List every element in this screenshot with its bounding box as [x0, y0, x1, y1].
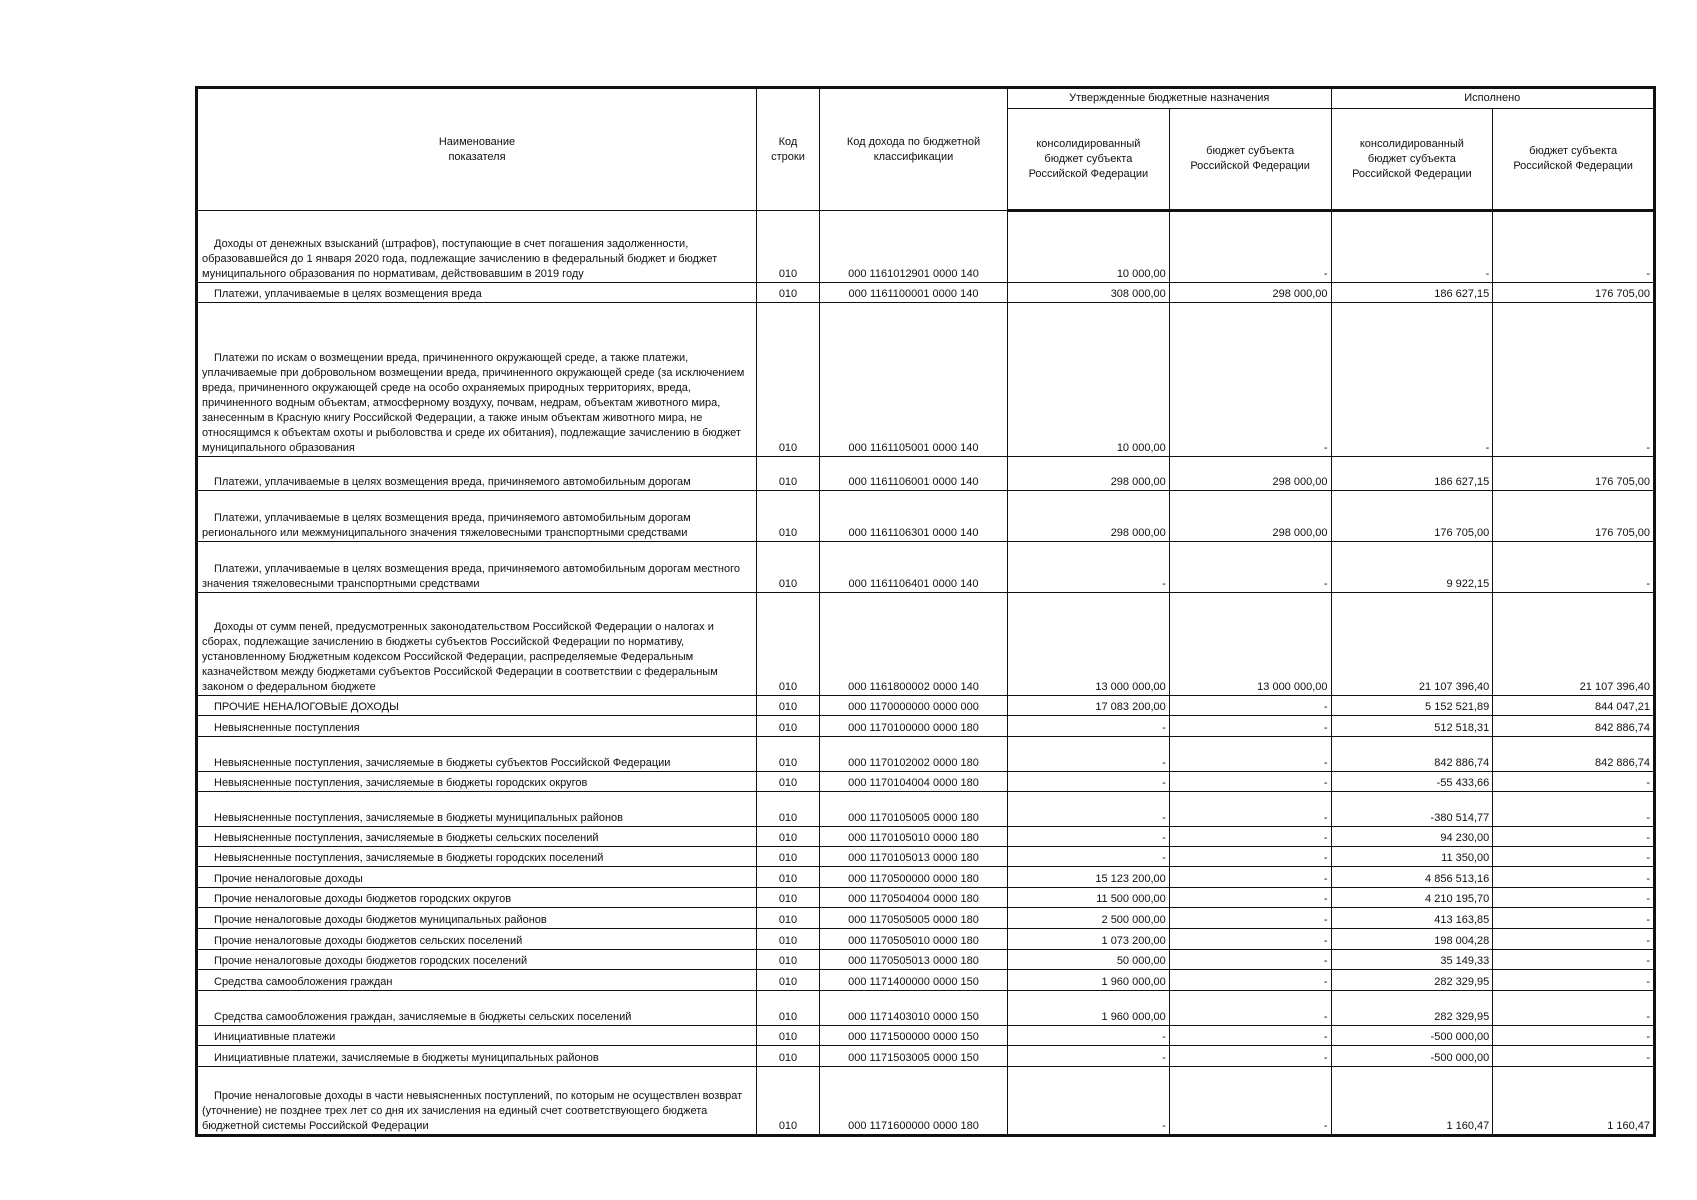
- header-approved-subject: бюджет субъекта Российской Федерации: [1169, 109, 1331, 211]
- executed-consolidated-value: 11 350,00: [1331, 847, 1493, 867]
- approved-consolidated-value: 11 500 000,00: [1008, 888, 1170, 908]
- row-bk-code: 000 1170504004 0000 180: [820, 888, 1008, 908]
- executed-subject-value: 176 705,00: [1493, 457, 1655, 491]
- row-bk-code: 000 1161106301 0000 140: [820, 491, 1008, 542]
- executed-consolidated-value: 35 149,33: [1331, 950, 1493, 970]
- approved-consolidated-value: 13 000 000,00: [1008, 593, 1170, 696]
- approved-subject-value: -: [1169, 542, 1331, 593]
- row-name: Прочие неналоговые доходы бюджетов муниципальных районов: [197, 908, 757, 929]
- table-row: [197, 847, 1655, 867]
- table-row: [197, 491, 1655, 542]
- executed-subject-value: -: [1493, 827, 1655, 847]
- approved-subject-value: -: [1169, 827, 1331, 847]
- executed-consolidated-value: -500 000,00: [1331, 1026, 1493, 1046]
- executed-consolidated-value: 21 107 396,40: [1331, 593, 1493, 696]
- row-name: Платежи, уплачиваемые в целях возмещения вреда, причиняемого автомобильным дорогам: [197, 457, 757, 491]
- approved-subject-value: -: [1169, 1046, 1331, 1067]
- row-code: 010: [757, 211, 820, 283]
- approved-consolidated-value: 308 000,00: [1008, 283, 1170, 303]
- row-bk-code: 000 1171403010 0000 150: [820, 991, 1008, 1026]
- executed-subject-value: -: [1493, 847, 1655, 867]
- executed-subject-value: 1 160,47: [1493, 1067, 1655, 1136]
- approved-subject-value: -: [1169, 970, 1331, 991]
- row-bk-code: 000 1170100000 0000 180: [820, 716, 1008, 737]
- row-code: 010: [757, 888, 820, 908]
- table-body: [197, 211, 1655, 1136]
- table-row: [197, 991, 1655, 1026]
- header-bk-code: Код дохода по бюджетной классификации: [820, 88, 1008, 211]
- row-code: 010: [757, 593, 820, 696]
- row-code: 010: [757, 1067, 820, 1136]
- executed-consolidated-value: 9 922,15: [1331, 542, 1493, 593]
- executed-subject-value: 176 705,00: [1493, 491, 1655, 542]
- approved-subject-value: -: [1169, 991, 1331, 1026]
- table-row: [197, 1046, 1655, 1067]
- table-row: [197, 929, 1655, 950]
- row-name: Платежи, уплачиваемые в целях возмещения вреда, причиняемого автомобильным дорогам регионального или межмуниципального значения тяжеловесными транспортными средствами: [197, 491, 757, 542]
- row-name: Доходы от денежных взысканий (штрафов), поступающие в счет погашения задолженности, образовавшейся до 1 января 2020 года, подлежащие зачислению в федеральный бюджет и бюджет муниципального образования по нормативам, действовавшим в 2019 году: [197, 211, 757, 283]
- approved-subject-value: -: [1169, 792, 1331, 827]
- row-code: 010: [757, 929, 820, 950]
- row-code: 010: [757, 827, 820, 847]
- row-name: Инициативные платежи, зачисляемые в бюджеты муниципальных районов: [197, 1046, 757, 1067]
- approved-subject-value: -: [1169, 929, 1331, 950]
- executed-subject-value: -: [1493, 991, 1655, 1026]
- approved-consolidated-value: 15 123 200,00: [1008, 867, 1170, 888]
- row-bk-code: 000 1170104004 0000 180: [820, 772, 1008, 792]
- table-row: [197, 827, 1655, 847]
- approved-subject-value: -: [1169, 696, 1331, 716]
- row-code: 010: [757, 737, 820, 772]
- row-name: Прочие неналоговые доходы: [197, 867, 757, 888]
- row-bk-code: 000 1170505005 0000 180: [820, 908, 1008, 929]
- executed-consolidated-value: 4 856 513,16: [1331, 867, 1493, 888]
- row-name: ПРОЧИЕ НЕНАЛОГОВЫЕ ДОХОДЫ: [197, 696, 757, 716]
- approved-subject-value: -: [1169, 908, 1331, 929]
- executed-subject-value: 842 886,74: [1493, 716, 1655, 737]
- row-bk-code: 000 1161106401 0000 140: [820, 542, 1008, 593]
- header-approved-consolidated: консолидированный бюджет субъекта Российской Федерации: [1008, 109, 1170, 211]
- table-row: [197, 1026, 1655, 1046]
- table-row: [197, 457, 1655, 491]
- row-code: 010: [757, 847, 820, 867]
- row-bk-code: 000 1170505010 0000 180: [820, 929, 1008, 950]
- table-row: [197, 737, 1655, 772]
- approved-subject-value: -: [1169, 716, 1331, 737]
- row-bk-code: 000 1161800002 0000 140: [820, 593, 1008, 696]
- table-row: [197, 283, 1655, 303]
- executed-consolidated-value: -500 000,00: [1331, 1046, 1493, 1067]
- executed-consolidated-value: -55 433,66: [1331, 772, 1493, 792]
- table-row: [197, 867, 1655, 888]
- row-code: 010: [757, 457, 820, 491]
- row-code: 010: [757, 772, 820, 792]
- table-row: [197, 593, 1655, 696]
- table-row: [197, 696, 1655, 716]
- approved-consolidated-value: -: [1008, 847, 1170, 867]
- row-code: 010: [757, 792, 820, 827]
- table-row: [197, 888, 1655, 908]
- approved-consolidated-value: 17 083 200,00: [1008, 696, 1170, 716]
- executed-consolidated-value: 512 518,31: [1331, 716, 1493, 737]
- executed-subject-value: 842 886,74: [1493, 737, 1655, 772]
- row-bk-code: 000 1170505013 0000 180: [820, 950, 1008, 970]
- approved-subject-value: -: [1169, 888, 1331, 908]
- executed-consolidated-value: 282 329,95: [1331, 970, 1493, 991]
- approved-consolidated-value: -: [1008, 542, 1170, 593]
- row-code: 010: [757, 991, 820, 1026]
- approved-subject-value: 298 000,00: [1169, 457, 1331, 491]
- table-row: [197, 542, 1655, 593]
- row-name: Прочие неналоговые доходы бюджетов сельских поселений: [197, 929, 757, 950]
- row-name: Невыясненные поступления, зачисляемые в бюджеты субъектов Российской Федерации: [197, 737, 757, 772]
- approved-subject-value: -: [1169, 211, 1331, 283]
- row-bk-code: 000 1170500000 0000 180: [820, 867, 1008, 888]
- row-name: Платежи по искам о возмещении вреда, причиненного окружающей среде, а также платежи, уплачиваемые при добровольном возмещении вреда, причиненного окружающей среде (за исключением вреда, причиненного окружающей среде на особо охраняемых природных территориях, вреда, причиненного водным объектам, атмосферному воздуху, почвам, недрам, объектам животного мира, занесенным в Красную книгу Российской Федерации, а также иным объектам животного мира, не относящимся к объектам охоты и рыболовства и среде их обитания), подлежащие зачислению в бюджет муниципального образования: [197, 303, 757, 457]
- row-bk-code: 000 1161106001 0000 140: [820, 457, 1008, 491]
- row-bk-code: 000 1170105013 0000 180: [820, 847, 1008, 867]
- row-code: 010: [757, 1046, 820, 1067]
- row-bk-code: 000 1170000000 0000 000: [820, 696, 1008, 716]
- row-code: 010: [757, 491, 820, 542]
- header-approved-group: Утвержденные бюджетные назначения: [1008, 88, 1332, 109]
- table-row: [197, 772, 1655, 792]
- executed-consolidated-value: 198 004,28: [1331, 929, 1493, 950]
- row-bk-code: 000 1161100001 0000 140: [820, 283, 1008, 303]
- executed-consolidated-value: 842 886,74: [1331, 737, 1493, 772]
- approved-consolidated-value: 1 960 000,00: [1008, 991, 1170, 1026]
- row-code: 010: [757, 970, 820, 991]
- executed-subject-value: 176 705,00: [1493, 283, 1655, 303]
- row-bk-code: 000 1161105001 0000 140: [820, 303, 1008, 457]
- row-name: Средства самообложения граждан: [197, 970, 757, 991]
- executed-subject-value: 21 107 396,40: [1493, 593, 1655, 696]
- budget-revenue-table: [195, 86, 1656, 1137]
- approved-consolidated-value: 1 960 000,00: [1008, 970, 1170, 991]
- executed-subject-value: -: [1493, 542, 1655, 593]
- executed-consolidated-value: 5 152 521,89: [1331, 696, 1493, 716]
- table-row: [197, 303, 1655, 457]
- table-row: [197, 908, 1655, 929]
- table-row: [197, 716, 1655, 737]
- row-bk-code: 000 1171600000 0000 180: [820, 1067, 1008, 1136]
- row-code: 010: [757, 908, 820, 929]
- header-executed-subject: бюджет субъекта Российской Федерации: [1493, 109, 1655, 211]
- executed-consolidated-value: 176 705,00: [1331, 491, 1493, 542]
- approved-consolidated-value: 50 000,00: [1008, 950, 1170, 970]
- executed-subject-value: -: [1493, 929, 1655, 950]
- header-name: Наименование показателя: [197, 88, 757, 211]
- approved-consolidated-value: -: [1008, 827, 1170, 847]
- row-name: Платежи, уплачиваемые в целях возмещения вреда: [197, 283, 757, 303]
- executed-consolidated-value: 282 329,95: [1331, 991, 1493, 1026]
- row-name: Невыясненные поступления, зачисляемые в бюджеты сельских поселений: [197, 827, 757, 847]
- row-name: Невыясненные поступления: [197, 716, 757, 737]
- executed-subject-value: -: [1493, 792, 1655, 827]
- row-name: Платежи, уплачиваемые в целях возмещения вреда, причиняемого автомобильным дорогам местного значения тяжеловесными транспортными средствами: [197, 542, 757, 593]
- executed-subject-value: -: [1493, 970, 1655, 991]
- row-bk-code: 000 1170102002 0000 180: [820, 737, 1008, 772]
- row-code: 010: [757, 716, 820, 737]
- row-bk-code: 000 1171400000 0000 150: [820, 970, 1008, 991]
- row-name: Средства самообложения граждан, зачисляемые в бюджеты сельских поселений: [197, 991, 757, 1026]
- row-code: 010: [757, 1026, 820, 1046]
- row-bk-code: 000 1171500000 0000 150: [820, 1026, 1008, 1046]
- approved-consolidated-value: -: [1008, 792, 1170, 827]
- row-code: 010: [757, 867, 820, 888]
- approved-subject-value: 13 000 000,00: [1169, 593, 1331, 696]
- approved-subject-value: 298 000,00: [1169, 283, 1331, 303]
- row-name: Инициативные платежи: [197, 1026, 757, 1046]
- approved-consolidated-value: -: [1008, 1067, 1170, 1136]
- approved-consolidated-value: -: [1008, 1026, 1170, 1046]
- approved-consolidated-value: 298 000,00: [1008, 491, 1170, 542]
- row-code: 010: [757, 303, 820, 457]
- executed-subject-value: -: [1493, 888, 1655, 908]
- executed-subject-value: -: [1493, 867, 1655, 888]
- executed-subject-value: -: [1493, 1046, 1655, 1067]
- approved-subject-value: -: [1169, 1026, 1331, 1046]
- row-name: Прочие неналоговые доходы бюджетов городских округов: [197, 888, 757, 908]
- executed-subject-value: 844 047,21: [1493, 696, 1655, 716]
- executed-consolidated-value: 94 230,00: [1331, 827, 1493, 847]
- row-name: Прочие неналоговые доходы бюджетов городских поселений: [197, 950, 757, 970]
- executed-subject-value: -: [1493, 950, 1655, 970]
- approved-consolidated-value: 298 000,00: [1008, 457, 1170, 491]
- approved-consolidated-value: 10 000,00: [1008, 211, 1170, 283]
- row-name: Невыясненные поступления, зачисляемые в бюджеты городских округов: [197, 772, 757, 792]
- approved-consolidated-value: -: [1008, 1046, 1170, 1067]
- executed-subject-value: -: [1493, 772, 1655, 792]
- table-row: [197, 1067, 1655, 1136]
- executed-consolidated-value: 186 627,15: [1331, 457, 1493, 491]
- approved-consolidated-value: -: [1008, 772, 1170, 792]
- row-name: Невыясненные поступления, зачисляемые в бюджеты муниципальных районов: [197, 792, 757, 827]
- row-name: Доходы от сумм пеней, предусмотренных законодательством Российской Федерации о налогах и сборах, подлежащие зачислению в бюджеты субъектов Российской Федерации по нормативу, установленному Бюджетным кодексом Российской Федерации, распределяемые Федеральным казначейством между бюджетами субъектов Российской Федерации в соответствии с федеральным законом о федеральном бюджете: [197, 593, 757, 696]
- row-name: Прочие неналоговые доходы в части невыясненных поступлений, по которым не осуществлен возврат (уточнение) не позднее трех лет со дня их зачисления на единый счет соответствующего бюджета бюджетной системы Российской Федерации: [197, 1067, 757, 1136]
- table-row: [197, 950, 1655, 970]
- approved-consolidated-value: 2 500 000,00: [1008, 908, 1170, 929]
- approved-subject-value: -: [1169, 867, 1331, 888]
- approved-subject-value: -: [1169, 847, 1331, 867]
- row-bk-code: 000 1170105005 0000 180: [820, 792, 1008, 827]
- executed-consolidated-value: 186 627,15: [1331, 283, 1493, 303]
- approved-subject-value: -: [1169, 737, 1331, 772]
- row-code: 010: [757, 542, 820, 593]
- approved-consolidated-value: 1 073 200,00: [1008, 929, 1170, 950]
- approved-subject-value: -: [1169, 1067, 1331, 1136]
- approved-consolidated-value: -: [1008, 737, 1170, 772]
- executed-subject-value: -: [1493, 908, 1655, 929]
- approved-subject-value: -: [1169, 950, 1331, 970]
- row-code: 010: [757, 696, 820, 716]
- executed-subject-value: -: [1493, 211, 1655, 283]
- header-executed-consolidated: консолидированный бюджет субъекта Российской Федерации: [1331, 109, 1493, 211]
- row-code: 010: [757, 950, 820, 970]
- approved-subject-value: -: [1169, 303, 1331, 457]
- executed-consolidated-value: -380 514,77: [1331, 792, 1493, 827]
- approved-consolidated-value: 10 000,00: [1008, 303, 1170, 457]
- row-bk-code: 000 1161012901 0000 140: [820, 211, 1008, 283]
- header-executed-group: Исполнено: [1331, 88, 1655, 109]
- header-row-code: Код строки: [757, 88, 820, 211]
- executed-subject-value: -: [1493, 1026, 1655, 1046]
- approved-subject-value: -: [1169, 772, 1331, 792]
- executed-consolidated-value: 413 163,85: [1331, 908, 1493, 929]
- table-row: [197, 211, 1655, 283]
- table-row: [197, 792, 1655, 827]
- table-row: [197, 970, 1655, 991]
- approved-consolidated-value: -: [1008, 716, 1170, 737]
- row-bk-code: 000 1171503005 0000 150: [820, 1046, 1008, 1067]
- row-code: 010: [757, 283, 820, 303]
- approved-subject-value: 298 000,00: [1169, 491, 1331, 542]
- executed-consolidated-value: -: [1331, 303, 1493, 457]
- executed-subject-value: -: [1493, 303, 1655, 457]
- row-bk-code: 000 1170105010 0000 180: [820, 827, 1008, 847]
- executed-consolidated-value: 4 210 195,70: [1331, 888, 1493, 908]
- row-name: Невыясненные поступления, зачисляемые в бюджеты городских поселений: [197, 847, 757, 867]
- executed-consolidated-value: -: [1331, 211, 1493, 283]
- executed-consolidated-value: 1 160,47: [1331, 1067, 1493, 1136]
